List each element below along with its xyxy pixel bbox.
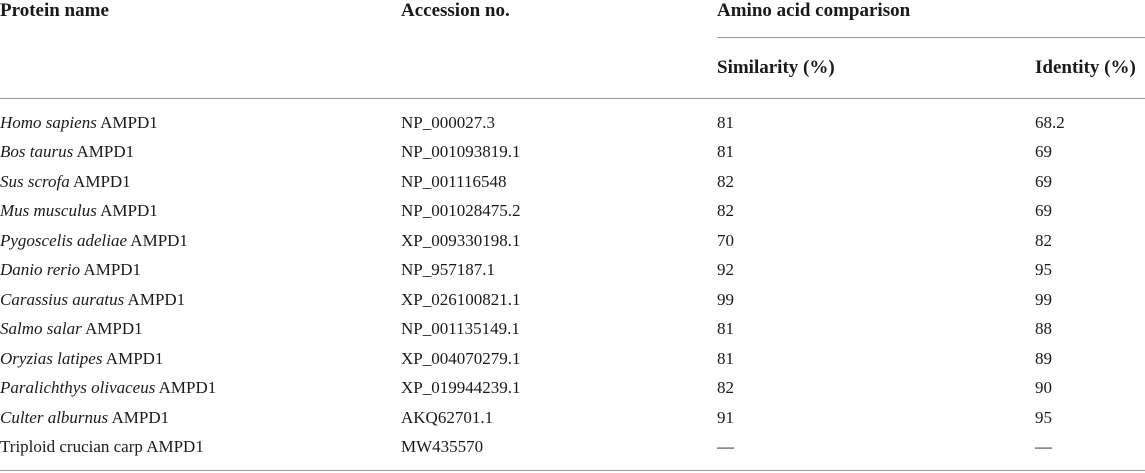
accession-cell: NP_957187.1	[401, 260, 495, 279]
table-row	[0, 408, 1145, 437]
species-name: Pygoscelis adeliae	[0, 231, 127, 250]
accession-cell: MW435570	[401, 437, 484, 456]
accession-cell: NP_001135149.1	[401, 319, 520, 338]
protein-name-cell	[0, 113, 158, 133]
identity-cell: 69	[1035, 172, 1052, 191]
table-row	[0, 319, 1145, 348]
table-row	[0, 290, 1145, 319]
species-name: Danio rerio	[0, 260, 81, 279]
protein-suffix: AMPD1	[127, 231, 188, 250]
protein-suffix: AMPD1	[96, 201, 158, 220]
protein-suffix: AMPD1	[108, 408, 170, 427]
protein-name-cell	[0, 142, 134, 162]
protein-suffix: AMPD1	[96, 113, 158, 132]
accession-cell: XP_004070279.1	[401, 349, 521, 368]
accession-cell: AKQ62701.1	[401, 408, 494, 427]
protein-name-cell	[0, 201, 158, 221]
identity-cell: 68.2	[1035, 113, 1065, 132]
identity-cell: 82	[1035, 231, 1052, 250]
species-name: Bos taurus	[0, 142, 74, 161]
header-amino-acid-comparison: Amino acid comparison	[717, 0, 911, 21]
header-protein-name: Protein name	[0, 0, 109, 21]
protein-name-cell	[0, 408, 169, 428]
table-row	[0, 260, 1145, 289]
species-name: Homo sapiens	[0, 113, 97, 132]
accession-cell: NP_000027.3	[401, 113, 495, 132]
identity-cell: 99	[1035, 290, 1052, 309]
species-name: Culter alburnus	[0, 408, 109, 427]
accession-cell: XP_019944239.1	[401, 378, 521, 397]
table-row	[0, 201, 1145, 230]
header-similarity: Similarity (%)	[717, 57, 835, 78]
identity-cell: 69	[1035, 201, 1052, 220]
species-name: Oryzias latipes	[0, 349, 103, 368]
protein-suffix: AMPD1	[73, 142, 135, 161]
species-name: Mus musculus	[0, 201, 97, 220]
header-accession-no: Accession no.	[401, 0, 510, 21]
protein-suffix: AMPD1	[124, 290, 186, 309]
protein-name-cell	[0, 437, 204, 457]
protein-suffix: AMPD1	[80, 260, 142, 279]
similarity-cell: —	[717, 437, 734, 456]
similarity-cell: 82	[717, 201, 734, 220]
species-name: Salmo salar	[0, 319, 82, 338]
similarity-cell: 81	[717, 349, 734, 368]
protein-name-cell	[0, 260, 141, 280]
accession-cell: XP_026100821.1	[401, 290, 521, 309]
accession-cell: XP_009330198.1	[401, 231, 521, 250]
table-row	[0, 142, 1145, 171]
protein-suffix: AMPD1	[69, 172, 131, 191]
identity-cell: 89	[1035, 349, 1052, 368]
identity-cell: 90	[1035, 378, 1052, 397]
similarity-cell: 92	[717, 260, 734, 279]
species-name: Carassius auratus	[0, 290, 125, 309]
similarity-cell: 99	[717, 290, 734, 309]
identity-cell: —	[1035, 437, 1052, 456]
similarity-cell: 91	[717, 408, 734, 427]
table-row	[0, 172, 1145, 201]
table-row	[0, 231, 1145, 260]
similarity-cell: 81	[717, 142, 734, 161]
similarity-cell: 82	[717, 378, 734, 397]
table-row	[0, 349, 1145, 378]
identity-cell: 95	[1035, 260, 1052, 279]
header-bottom-rule	[0, 98, 1145, 99]
protein-name-cell	[0, 231, 188, 251]
protein-name-cell	[0, 319, 143, 339]
protein-suffix: Triploid crucian carp AMPD1	[0, 437, 204, 456]
similarity-cell: 82	[717, 172, 734, 191]
identity-cell: 95	[1035, 408, 1052, 427]
species-name: Paralichthys olivaceus	[0, 378, 156, 397]
table-row	[0, 113, 1145, 142]
similarity-cell: 70	[717, 231, 734, 250]
protein-suffix: AMPD1	[155, 378, 217, 397]
header-identity: Identity (%)	[1035, 57, 1136, 78]
protein-suffix: AMPD1	[81, 319, 143, 338]
similarity-cell: 81	[717, 113, 734, 132]
species-name: Sus scrofa	[0, 172, 70, 191]
identity-cell: 69	[1035, 142, 1052, 161]
protein-name-cell	[0, 378, 216, 398]
accession-cell: NP_001093819.1	[401, 142, 521, 161]
accession-cell: NP_001028475.2	[401, 201, 521, 220]
similarity-cell: 81	[717, 319, 734, 338]
protein-suffix: AMPD1	[102, 349, 164, 368]
table-row	[0, 378, 1145, 407]
header-subgroup-rule	[717, 37, 1145, 38]
accession-cell: NP_001116548	[401, 172, 507, 191]
table-bottom-rule	[0, 470, 1145, 471]
table-row	[0, 437, 1145, 466]
protein-name-cell	[0, 349, 163, 369]
identity-cell: 88	[1035, 319, 1052, 338]
protein-name-cell	[0, 172, 131, 192]
protein-name-cell	[0, 290, 185, 310]
